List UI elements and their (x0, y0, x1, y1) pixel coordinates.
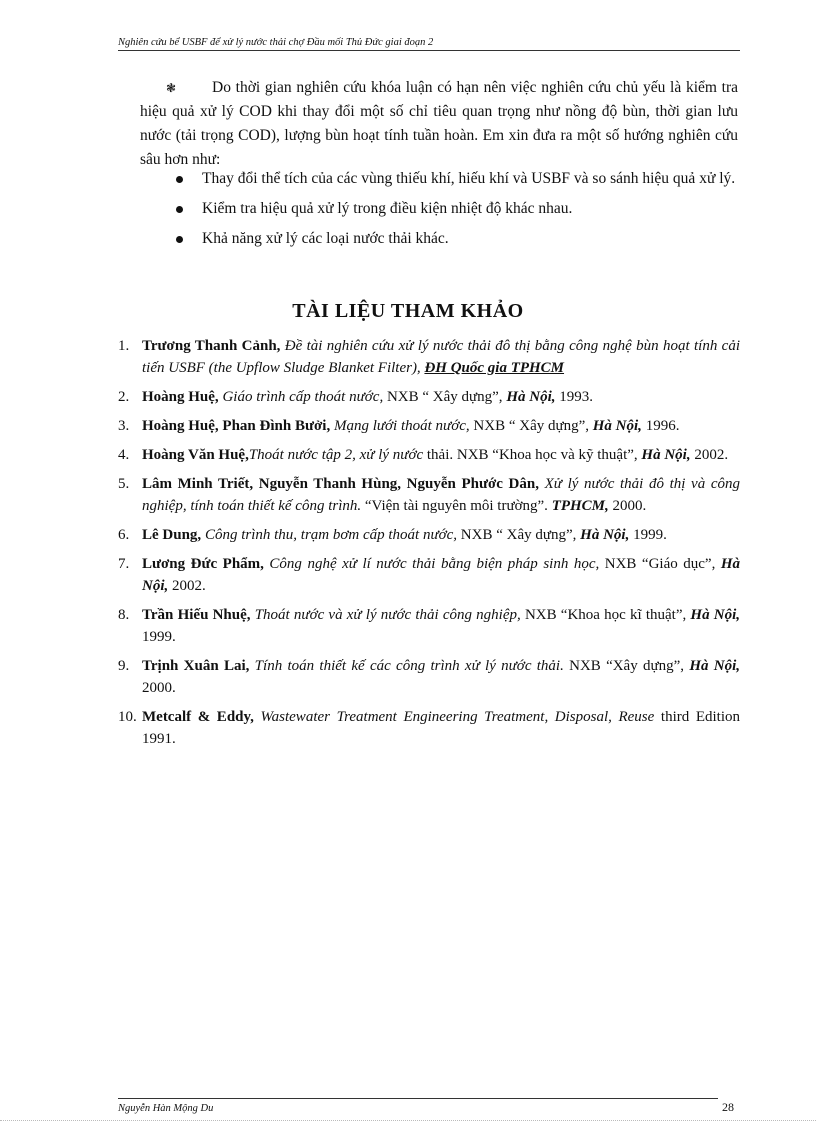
list-item: Khả năng xử lý các loại nước thải khác. (176, 228, 740, 250)
reference-item: 4. Hoàng Văn Huệ,Thoát nước tập 2, xử lý nước thải. NXB “Khoa học và kỹ thuật”, Hà Nội, 2002. (118, 447, 729, 463)
list-item: Kiểm tra hiệu quả xử lý trong điều kiện nhiệt độ khác nhau. (176, 198, 740, 220)
reference-item: 8. Trần Hiếu Nhuệ, Thoát nước và xử lý nước thải công nghiệp, NXB “Khoa học kĩ thuật”, Hà Nội, 1999. (118, 607, 741, 645)
reference-item: 6. Lê Dung, Công trình thu, trạm bơm cấp thoát nước, NXB “ Xây dựng”, Hà Nội, 1999. (118, 527, 667, 543)
reference-list (118, 335, 740, 757)
research-directions-list (176, 168, 740, 258)
reference-item: 1. Trương Thanh Cảnh, Đề tài nghiên cứu xử lý nước thải đô thị bằng công nghệ bùn hoạt tính cải tiến USBF (the Upflow Sludge Blanket Filter), ĐH Quốc gia TPHCM (118, 338, 740, 376)
bullet-dot-icon (176, 206, 183, 213)
reference-item: 2. Hoàng Huệ, Giáo trình cấp thoát nước, NXB “ Xây dựng”, Hà Nội, 1993. (118, 389, 593, 405)
intro-text: Do thời gian nghiên cứu khóa luận có hạn nên việc nghiên cứu chủ yếu là kiểm tra hiệu quả xử lý COD khi thay đổi một số chỉ tiêu quan trọng như nồng độ bùn, thời gian lưu nước (tải trọng COD), lượng bùn hoạt tính tuần hoàn. Em xin đưa ra một số hướng nghiên cứu sâu hơn như: (140, 79, 738, 168)
flower-bullet-icon: ❃ (166, 81, 177, 95)
intro-paragraph (140, 76, 738, 172)
reference-item: 10. Metcalf & Eddy, Wastewater Treatment Engineering Treatment, Disposal, Reuse third Edition 1991. (118, 709, 740, 747)
reference-item: 7. Lương Đức Phẩm, Công nghệ xử lí nước thải bằng biện pháp sinh học, NXB “Giáo dục”, Hà Nội, 2002. (118, 556, 740, 594)
bullet-dot-icon (176, 176, 183, 183)
footer-author: Nguyễn Hàn Mộng Du (118, 1103, 214, 1114)
list-item: Thay đổi thể tích của các vùng thiếu khí, hiếu khí và USBF và so sánh hiệu quả xử lý. (176, 168, 740, 190)
reference-item: 5. Lâm Minh Triết, Nguyễn Thanh Hùng, Nguyễn Phước Dân, Xử lý nước thải đô thị và công nghiệp, tính toán thiết kế công trình. “Viện tài nguyên môi trường”. TPHCM, 2000. (118, 476, 740, 514)
bullet-dot-icon (176, 236, 183, 243)
footer-divider (118, 1098, 718, 1099)
page-edge-divider (0, 1120, 816, 1121)
reference-item: 9. Trịnh Xuân Lai, Tính toán thiết kế các công trình xử lý nước thải. NXB “Xây dựng”, Hà Nội, 2000. (118, 658, 741, 696)
page-number: 28 (722, 1100, 734, 1114)
references-heading: TÀI LIỆU THAM KHẢO (292, 300, 524, 322)
reference-item: 3. Hoàng Huệ, Phan Đình Bưởi, Mạng lưới thoát nước, NXB “ Xây dựng”, Hà Nội, 1996. (118, 418, 680, 434)
running-header: Nghiên cứu bể USBF để xử lý nước thải chợ Đầu mối Thủ Đức giai đoạn 2 (118, 37, 740, 51)
